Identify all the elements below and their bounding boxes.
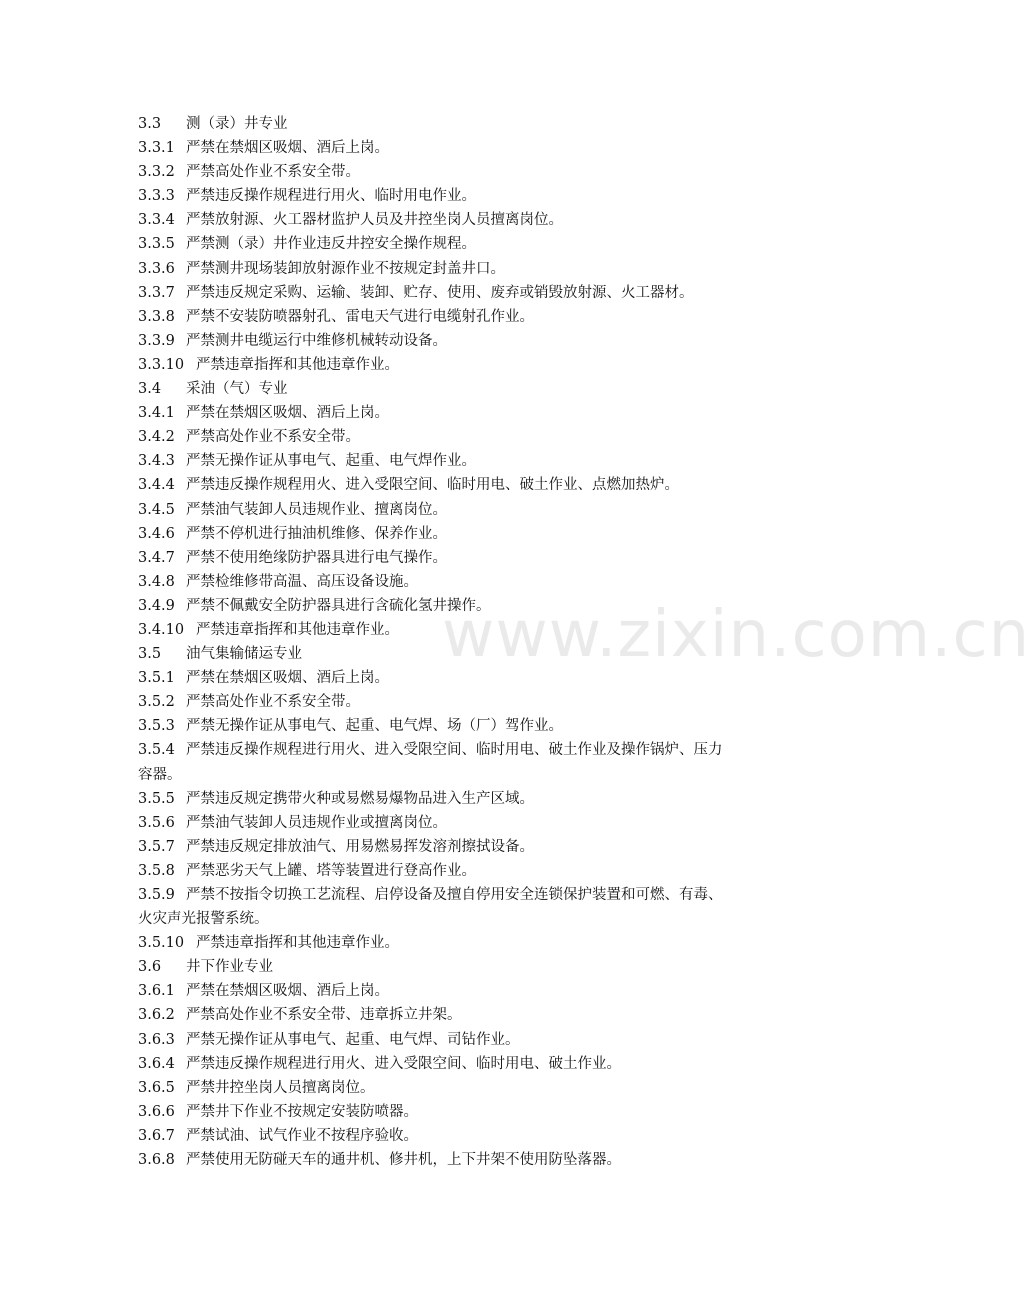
clause-text: 严禁无操作证从事电气、起重、电气焊、场（厂）驾作业。 — [186, 718, 563, 735]
clause-text: 严禁高处作业不系安全带、违章拆立井架。 — [186, 1007, 462, 1024]
clause-line — [138, 738, 788, 762]
clause-line — [138, 787, 788, 811]
clause-number: 3.3.10 — [138, 356, 185, 373]
clause-number: 3.5.1 — [138, 670, 175, 687]
clause-text: 严禁高处作业不系安全带。 — [186, 164, 360, 181]
clause-number: 3.3.3 — [138, 188, 175, 205]
document-body — [138, 112, 788, 1172]
clause-number: 3.4.1 — [138, 405, 175, 422]
clause-text: 严禁在禁烟区吸烟、酒后上岗。 — [186, 983, 389, 1000]
clause-number: 3.5.10 — [138, 935, 185, 952]
clause-line — [138, 1124, 788, 1148]
clause-number: 3.6.3 — [138, 1031, 175, 1048]
clause-line — [138, 883, 788, 907]
clause-text: 严禁在禁烟区吸烟、酒后上岗。 — [186, 670, 389, 687]
clause-number: 3.4.6 — [138, 525, 175, 542]
clause-line — [138, 546, 788, 570]
clause-text: 严禁恶劣天气上罐、塔等装置进行登高作业。 — [186, 862, 476, 879]
clause-continuation: 容器。 — [138, 766, 182, 783]
clause-text: 严禁违章指挥和其他违章作业。 — [196, 935, 399, 952]
clause-line — [138, 1148, 788, 1172]
clause-text: 严禁违反规定排放油气、用易燃易挥发溶剂擦拭设备。 — [186, 838, 534, 855]
clause-number: 3.4.9 — [138, 597, 175, 614]
clause-text: 严禁违章指挥和其他违章作业。 — [196, 356, 399, 373]
clause-number: 3.4.3 — [138, 453, 175, 470]
clause-line — [138, 690, 788, 714]
clause-number: 3.6.8 — [138, 1152, 175, 1169]
clause-number: 3.6.1 — [138, 983, 175, 1000]
clause-line — [138, 714, 788, 738]
clause-number: 3.3.1 — [138, 140, 175, 157]
clause-number: 3.3.9 — [138, 332, 175, 349]
clause-number: 3.6.6 — [138, 1103, 175, 1120]
clause-text: 严禁检维修带高温、高压设备设施。 — [186, 573, 418, 590]
clause-line — [138, 570, 788, 594]
clause-number: 3.5.4 — [138, 742, 175, 759]
clause-text: 严禁不按指令切换工艺流程、启停设备及擅自停用安全连锁保护装置和可燃、有毒、 — [186, 887, 723, 903]
clause-line — [138, 329, 788, 353]
clause-line — [138, 401, 788, 425]
clause-text: 严禁测井现场装卸放射源作业不按规定封盖井口。 — [186, 260, 505, 277]
clause-line — [138, 1028, 788, 1052]
clause-number: 3.6.5 — [138, 1079, 175, 1096]
clause-number: 3.5.3 — [138, 718, 175, 735]
clause-number: 3.5.5 — [138, 790, 175, 807]
clause-text: 严禁使用无防碰天车的通井机、修井机，上下井架不使用防坠落器。 — [186, 1152, 621, 1169]
clause-line — [138, 473, 788, 497]
clause-text: 严禁试油、试气作业不按程序验收。 — [186, 1127, 418, 1144]
clause-text: 严禁井下作业不按规定安装防喷器。 — [186, 1103, 418, 1120]
clause-line — [138, 1076, 788, 1100]
clause-line — [138, 425, 788, 449]
watermark: www.zixin.com.cn — [442, 598, 1030, 672]
clause-text: 严禁不停机进行抽油机维修、保养作业。 — [186, 525, 447, 542]
clause-line — [138, 257, 788, 281]
clause-text: 井下作业专业 — [186, 959, 273, 976]
clause-number: 3.6.7 — [138, 1127, 175, 1144]
clause-number: 3.6.4 — [138, 1055, 175, 1072]
clause-number: 3.3.5 — [138, 236, 175, 253]
clause-line — [138, 184, 788, 208]
clause-number: 3.4.4 — [138, 477, 175, 494]
clause-text: 严禁油气装卸人员违规作业、擅离岗位。 — [186, 501, 447, 518]
clause-line — [138, 377, 788, 401]
clause-line — [138, 208, 788, 232]
clause-text: 严禁测井电缆运行中维修机械转动设备。 — [186, 332, 447, 349]
clause-number: 3.4.5 — [138, 501, 175, 518]
clause-line — [138, 666, 788, 690]
clause-number: 3.3.4 — [138, 212, 175, 229]
clause-text: 严禁无操作证从事电气、起重、电气焊、司钻作业。 — [186, 1031, 520, 1048]
clause-text: 严禁违反操作规程进行用火、临时用电作业。 — [186, 188, 476, 205]
clause-line — [138, 1003, 788, 1027]
clause-line — [138, 835, 788, 859]
clause-number: 3.4.7 — [138, 549, 175, 566]
clause-number: 3.3.2 — [138, 164, 175, 181]
clause-text: 采油（气）专业 — [186, 381, 288, 398]
clause-continuation: 火灾声光报警系统。 — [138, 911, 269, 928]
clause-number: 3.3 — [138, 116, 162, 132]
clause-number: 3.3.7 — [138, 284, 175, 301]
clause-line — [138, 136, 788, 160]
clause-line — [138, 811, 788, 835]
clause-text: 严禁不安装防喷器射孔、雷电天气进行电缆射孔作业。 — [186, 308, 534, 325]
clause-text: 油气集输储运专业 — [186, 646, 302, 663]
clause-number: 3.4 — [138, 381, 162, 398]
clause-text: 严禁油气装卸人员违规作业或擅离岗位。 — [186, 814, 447, 831]
clause-number: 3.6 — [138, 959, 162, 976]
clause-number: 3.5.9 — [138, 887, 175, 903]
clause-line — [138, 232, 788, 256]
clause-text: 严禁违反操作规程进行用火、进入受限空间、临时用电、破土作业及操作锅炉、压力 — [186, 742, 723, 759]
clause-number: 3.4.2 — [138, 429, 175, 446]
clause-number: 3.5.6 — [138, 814, 175, 831]
clause-line — [138, 112, 788, 136]
clause-number: 3.3.6 — [138, 260, 175, 277]
clause-text: 严禁违反操作规程用火、进入受限空间、临时用电、破土作业、点燃加热炉。 — [186, 477, 679, 494]
clause-line — [138, 931, 788, 955]
clause-text: 严禁井控坐岗人员擅离岗位。 — [186, 1079, 375, 1096]
clause-line — [138, 449, 788, 473]
clause-line — [138, 642, 788, 666]
clause-line — [138, 955, 788, 979]
clause-number: 3.4.10 — [138, 621, 185, 638]
clause-text: 测（录）井专业 — [186, 116, 288, 132]
clause-line — [138, 305, 788, 329]
clause-text: 严禁高处作业不系安全带。 — [186, 429, 360, 446]
clause-number: 3.3.8 — [138, 308, 175, 325]
clause-text: 严禁无操作证从事电气、起重、电气焊作业。 — [186, 453, 476, 470]
clause-line — [138, 1052, 788, 1076]
clause-number: 3.4.8 — [138, 573, 175, 590]
clause-line — [138, 1100, 788, 1124]
clause-text: 严禁在禁烟区吸烟、酒后上岗。 — [186, 405, 389, 422]
clause-number: 3.5.8 — [138, 862, 175, 879]
clause-line — [138, 859, 788, 883]
clause-line — [138, 353, 788, 377]
clause-text: 严禁不使用绝缘防护器具进行电气操作。 — [186, 549, 447, 566]
clause-line — [138, 498, 788, 522]
clause-number: 3.5 — [138, 646, 162, 663]
clause-line — [138, 522, 788, 546]
clause-text: 严禁违反规定采购、运输、装卸、贮存、使用、废弃或销毁放射源、火工器材。 — [186, 284, 694, 301]
clause-text: 严禁在禁烟区吸烟、酒后上岗。 — [186, 140, 389, 157]
clause-text: 严禁放射源、火工器材监护人员及井控坐岗人员擅离岗位。 — [186, 212, 563, 229]
clause-line — [138, 979, 788, 1003]
clause-text: 严禁违反规定携带火种或易燃易爆物品进入生产区域。 — [186, 790, 534, 807]
clause-line — [138, 618, 788, 642]
clause-number: 3.6.2 — [138, 1007, 175, 1024]
clause-text: 严禁高处作业不系安全带。 — [186, 694, 360, 711]
clause-line — [138, 594, 788, 618]
clause-text: 严禁不佩戴安全防护器具进行含硫化氢井操作。 — [186, 597, 491, 614]
clause-text: 严禁违章指挥和其他违章作业。 — [196, 621, 399, 638]
clause-text: 严禁测（录）井作业违反井控安全操作规程。 — [186, 236, 476, 253]
clause-text: 严禁违反操作规程进行用火、进入受限空间、临时用电、破土作业。 — [186, 1055, 621, 1072]
clause-number: 3.5.2 — [138, 694, 175, 711]
clause-number: 3.5.7 — [138, 838, 175, 855]
clause-line — [138, 281, 788, 305]
clause-line — [138, 160, 788, 184]
